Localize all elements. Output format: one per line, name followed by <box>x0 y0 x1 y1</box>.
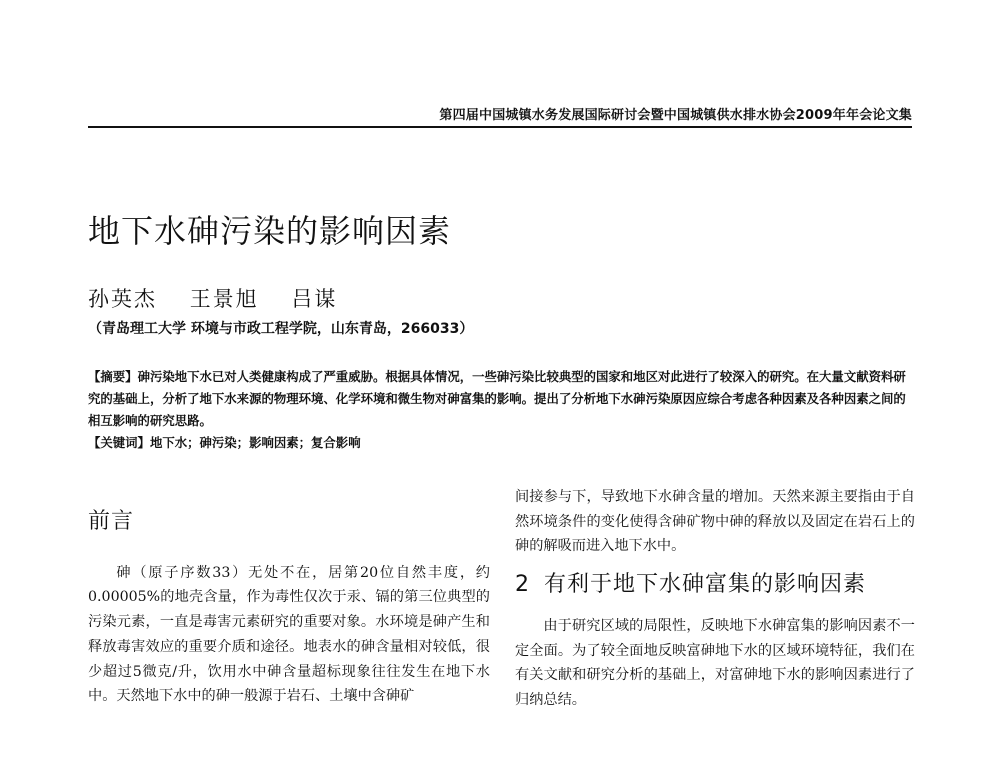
abstract-text: 砷污染地下水已对人类健康构成了严重威胁。根据具体情况，一些砷污染比较典型的国家和地区对此进行了较深入的研究。在大量文献资料研究的基础上，分析了地下水来源的物理环境、化学环境和微生物对砷富集的影响。提出了分析地下水砷污染原因应综合考虑各种因素及各种因素之间的相互影响的研究思路。 <box>88 369 906 428</box>
keywords-text: 地下水；砷污染；影响因素；复合影响 <box>149 435 361 450</box>
right-column <box>515 485 915 713</box>
section-heading-preface: 前言 <box>88 509 135 534</box>
section-title: 有利于地下水砷富集的影响因素 <box>544 572 867 598</box>
body-paragraph: 砷（原子序数33）无处不在，居第20位自然丰度，约0.00005%的地壳含量，作为毒性仅次于汞、镉的第三位典型的污染元素，一直是毒害元素研究的重要对象。水环境是砷产生和释放毒害效应的重要介质和途径。地表水的砷含量相对较低，很少超过5微克/升，饮用水中砷含量超标现象往往发生在地下水中。天然地下水中的砷一般源于岩石、土壤中含砷矿 <box>88 564 490 705</box>
author-name: 孙英杰 <box>88 287 157 311</box>
author-list <box>88 283 361 313</box>
left-column <box>88 480 490 709</box>
affiliation: （青岛理工大学 环境与市政工程学院，山东青岛，266033） <box>88 321 474 337</box>
keywords-label: 【关键词】 <box>88 435 150 450</box>
body-paragraph: 由于研究区域的局限性，反映地下水砷富集的影响因素不一定全面。为了较全面地反映富砷地下水的区域环境特征，我们在有关文献和研究分析的基础上，对富砷地下水的影响因素进行了归纳总结。 <box>515 617 915 708</box>
keywords <box>88 432 912 454</box>
author-name: 王景旭 <box>189 287 259 311</box>
abstract <box>88 366 912 432</box>
section-number: 2 <box>515 572 530 598</box>
running-header: 第四届中国城镇水务发展国际研讨会暨中国城镇供水排水协会2009年年会论文集 <box>439 108 912 123</box>
abstract-block <box>88 366 912 454</box>
author-name: 吕谋 <box>291 287 338 311</box>
body-paragraph-continuation: 间接参与下，导致地下水砷含量的增加。天然来源主要指由于自然环境条件的变化使得含砷矿物中砷的释放以及固定在岩石上的砷的解吸而进入地下水中。 <box>515 489 915 555</box>
section-heading-2 <box>515 573 915 598</box>
header-rule <box>88 126 912 128</box>
paper-title: 地下水砷污染的影响因素 <box>88 212 452 250</box>
abstract-label: 【摘要】 <box>88 369 138 384</box>
